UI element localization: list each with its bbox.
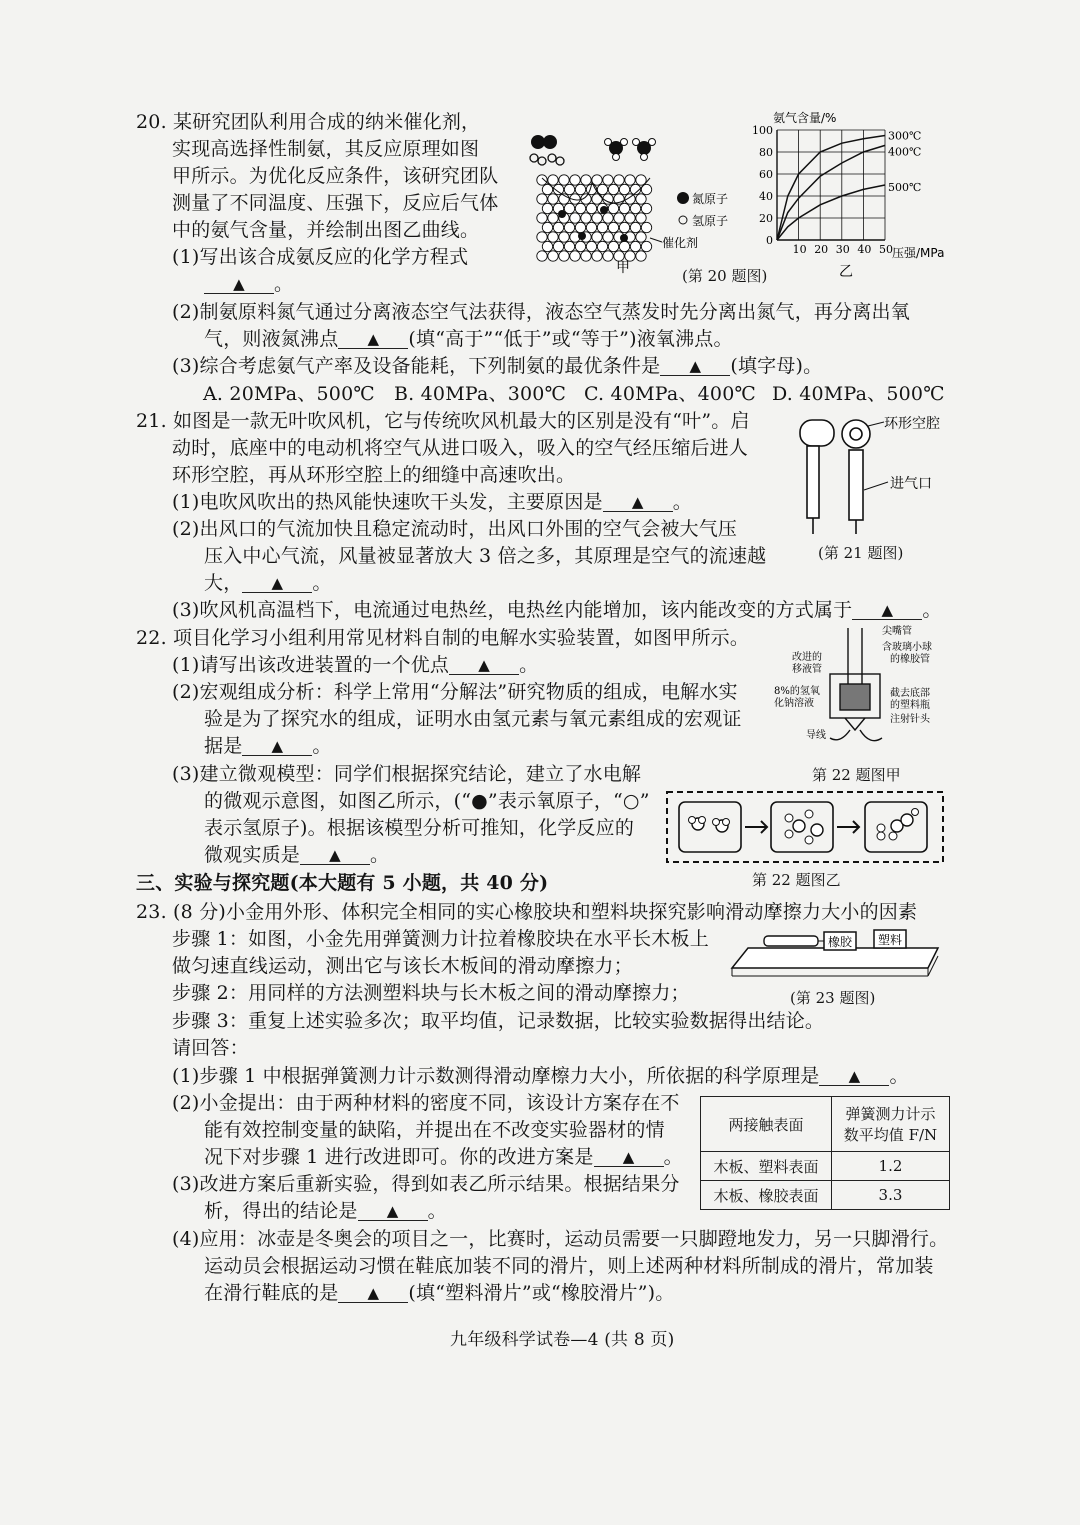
lattice-atom	[636, 194, 646, 204]
hydrogen-molecules	[530, 154, 564, 165]
lattice-atom	[542, 241, 552, 251]
table-cell: 木板、橡胶表面	[701, 1181, 832, 1210]
rubber-label: 橡胶	[828, 935, 853, 949]
q22-p3c: 表示氢原子)。根据该模型分析可推知，化学反应的	[204, 817, 635, 839]
q20-line-0: 20. 某研究团队利用合成的纳米催化剂，	[136, 111, 481, 133]
table-header-row	[701, 1097, 950, 1152]
label-inlet: 进气口	[890, 476, 932, 492]
q22-p3b: 的微观示意图，如图乙所示，(“●”表示氧原子，“○”	[204, 790, 650, 812]
lattice-atom	[542, 222, 552, 232]
label-wire: 导线	[806, 730, 826, 741]
q21-p3: (3)吹风机高温档下，电流通过电热丝，电热丝内能增加，该内能改变的方式属于▲ 。	[172, 597, 942, 623]
section-3-heading: 三、实验与探究题(本大题有 5 小题，共 40 分)	[136, 872, 549, 894]
hair-dryer-right	[842, 420, 870, 534]
electrolysis-apparatus	[830, 628, 882, 741]
answer-blank[interactable]	[819, 1065, 889, 1086]
q22-p1: (1)请写出该改进装置的一个优点▲ 。	[172, 652, 538, 678]
adsorbed-n-atom	[578, 232, 586, 240]
answer-blank[interactable]	[660, 355, 730, 376]
q20-figure-a	[520, 130, 740, 275]
q23-p3a: (3)改进方案后重新实验，得到如表乙所示结果。根据结果分	[172, 1173, 680, 1195]
fig-a-label: 甲	[616, 260, 630, 275]
ammonia-molecules	[605, 139, 656, 161]
catalyst-lattice	[537, 175, 652, 261]
legend-n-dot	[677, 192, 689, 204]
answer-blank[interactable]	[242, 572, 312, 593]
lattice-atom	[608, 184, 618, 194]
q23-p2c: 况下对步骤 1 进行改进即可。你的改进方案是▲ 。	[204, 1144, 683, 1170]
series-line-1	[777, 145, 885, 240]
lattice-atom	[619, 184, 629, 194]
lattice-atom	[592, 175, 602, 185]
answer-blank[interactable]	[300, 844, 370, 865]
q23-caption: (第 23 题图)	[790, 989, 876, 1007]
separated-atoms-box	[771, 802, 833, 852]
lattice-atom	[630, 241, 640, 251]
lattice-atom	[542, 203, 552, 213]
q23-p2a: (2)小金提出：由于两种材料的密度不同，该设计方案存在不	[172, 1092, 680, 1114]
lattice-atom	[548, 232, 558, 242]
q20-option-d: D. 40MPa、500℃	[772, 383, 945, 405]
q21-figure	[790, 410, 960, 540]
lattice-atom	[586, 241, 596, 251]
lattice-atom	[597, 184, 607, 194]
q21-caption: (第 21 题图)	[818, 544, 904, 562]
series-label-2: 500℃	[888, 181, 922, 194]
table-header-force: 弹簧测力计示 数平均值 F/N	[831, 1097, 949, 1152]
q22-figure-a	[770, 622, 960, 762]
q23-step3: 步骤 3：重复上述实验多次；取平均值，记录数据，比较实验数据得出结论。	[172, 1010, 825, 1032]
lattice-atom	[570, 251, 580, 261]
lattice-atom	[537, 213, 547, 223]
lattice-atom	[608, 203, 618, 213]
q23-p4c: 在滑行鞋底的是▲ (填“塑料滑片”或“橡胶滑片”)。	[204, 1280, 675, 1306]
table-header-surface: 两接触表面	[701, 1097, 832, 1152]
label-needle: 注射针头	[890, 714, 930, 725]
q20-caption: (第 20 题图)	[682, 267, 768, 285]
lattice-atom	[564, 184, 574, 194]
arrow-icon	[745, 821, 767, 833]
answer-blank[interactable]	[338, 1282, 408, 1303]
lattice-atom	[592, 251, 602, 261]
catalyst-label: 催化剂	[662, 236, 699, 250]
lattice-atom	[537, 232, 547, 242]
spring-scale	[764, 936, 824, 946]
long-board	[732, 948, 938, 968]
lattice-atom	[630, 222, 640, 232]
q21-p2a: (2)出风口的气流加快且稳定流动时，出风口外围的空气会被大气压	[172, 518, 738, 540]
y-tick-label: 40	[759, 190, 773, 203]
q23-p4b: 运动员会根据运动习惯在鞋底加装不同的滑片，则上述两种材料所制成的滑片，常加装	[204, 1255, 934, 1277]
lattice-atom	[553, 222, 563, 232]
answer-blank[interactable]	[449, 654, 519, 675]
y-origin-label: 0	[766, 234, 773, 247]
label-move1: 改进的	[792, 652, 822, 663]
y-tick-label: 80	[759, 146, 773, 159]
lattice-atom	[559, 232, 569, 242]
lattice-atom	[564, 203, 574, 213]
water-molecules-box	[679, 802, 741, 852]
page-footer: 九年级科学试卷—4 (共 8 页)	[450, 1330, 675, 1350]
lattice-atom	[537, 194, 547, 204]
q22-p3a: (3)建立微观模型：同学们根据探究结论，建立了水电解	[172, 763, 642, 785]
lattice-atom	[619, 222, 629, 232]
adsorbed-n-atom	[558, 210, 566, 218]
lattice-atom	[559, 251, 569, 261]
q20-p2a: (2)制氨原料氮气通过分离液态空气法获得，液态空气蒸发时先分离出氮气，再分离出氧	[172, 301, 910, 323]
q23-p2b: 能有效控制变量的缺陷，并提出在不改变实验器材的情	[204, 1119, 665, 1141]
q20-p2b: 气，则液氮沸点▲ (填“高于”“低于”或“等于”)液氧沸点。	[204, 326, 733, 352]
lattice-atom	[625, 213, 635, 223]
lattice-atom	[575, 241, 585, 251]
arrow-icon	[837, 821, 859, 833]
q21-p1: (1)电吹风吹出的热风能快速吹干头发，主要原因是▲ 。	[172, 489, 692, 515]
lattice-atom	[564, 241, 574, 251]
lattice-atom	[641, 222, 651, 232]
lattice-atom	[559, 175, 569, 185]
q22-caption-a: 第 22 题图甲	[812, 766, 901, 784]
lattice-atom	[575, 203, 585, 213]
lattice-atom	[614, 213, 624, 223]
chart-ylabel: 氨气含量/%	[773, 111, 837, 125]
nitrogen-molecule	[531, 135, 557, 149]
q22-p2a: (2)宏观组成分析：科学上常用“分解法”研究物质的组成，电解水实	[172, 681, 738, 703]
lattice-atom	[575, 184, 585, 194]
lattice-atom	[581, 213, 591, 223]
lattice-atom	[553, 241, 563, 251]
lattice-atom	[548, 251, 558, 261]
lattice-atom	[641, 241, 651, 251]
answer-blank[interactable]	[852, 599, 922, 620]
product-molecules-box	[865, 802, 927, 852]
lattice-atom	[608, 241, 618, 251]
answer-blank[interactable]	[338, 328, 408, 349]
q23-step1a: 步骤 1：如图，小金先用弹簧测力计拉着橡胶块在水平长木板上	[172, 928, 709, 950]
lattice-atom	[581, 175, 591, 185]
q22-p3d: 微观实质是▲ 。	[204, 842, 389, 868]
series-line-2	[777, 185, 885, 240]
plastic-label: 塑料	[878, 933, 903, 947]
q23-p3b: 析，得出的结论是▲ 。	[204, 1198, 447, 1224]
q20-option-a: A. 20MPa、500℃	[203, 383, 375, 405]
chart-xlabel: 压强/MPa	[892, 246, 945, 260]
q20-chart	[745, 110, 960, 280]
q21-line-1: 动时，底座中的电动机将空气从进口吸入，吸入的空气经压缩后进人	[172, 437, 749, 459]
lattice-atom	[548, 194, 558, 204]
lattice-atom	[614, 175, 624, 185]
lattice-atom	[603, 251, 613, 261]
lattice-atom	[636, 251, 646, 261]
catalyst-pointer	[650, 238, 662, 242]
legend-n-label: 氮原子	[692, 192, 729, 206]
answer-blank[interactable]	[242, 735, 312, 756]
q20-line-1: 实现高选择性制氨，其反应原理如图	[172, 138, 480, 160]
lattice-atom	[636, 213, 646, 223]
lattice-atom	[619, 203, 629, 213]
lattice-atom	[537, 175, 547, 185]
lattice-atom	[586, 203, 596, 213]
cavity-pointer	[868, 422, 884, 426]
lattice-atom	[619, 241, 629, 251]
q22-caption-b: 第 22 题图乙	[752, 871, 841, 889]
q21-p2b: 压入中心气流，风量被显著放大 3 倍之多，其原理是空气的流速越	[204, 545, 767, 567]
lattice-atom	[537, 251, 547, 261]
adsorbed-n-atom	[620, 234, 628, 242]
label-sol1: 8%的氢氧	[774, 686, 820, 697]
q22-line-0: 22. 项目化学习小组利用常见材料自制的电解水实验装置，如图甲所示。	[136, 627, 750, 649]
q23-step1b: 做匀速直线运动，测出它与该长木板间的滑动摩擦力；	[172, 955, 633, 977]
q20-option-b: B. 40MPa、300℃	[394, 383, 567, 405]
q21-p2c: 大，▲ 。	[204, 570, 332, 596]
legend-h-dot	[679, 216, 687, 224]
q20-p3: (3)综合考虑氨气产率及设备能耗，下列制氨的最优条件是▲ (填字母)。	[172, 353, 822, 379]
lattice-atom	[581, 251, 591, 261]
lattice-atom	[570, 213, 580, 223]
q22-p2b: 验是为了探究水的组成，证明水由氢元素与氧元素组成的宏观证	[204, 708, 742, 730]
lattice-atom	[570, 175, 580, 185]
q20-option-c: C. 40MPa、400℃	[584, 383, 756, 405]
lattice-atom	[597, 241, 607, 251]
series-label-0: 300℃	[888, 129, 922, 143]
q20-line-3: 测量了不同温度、压强下，反应后气体	[172, 192, 499, 214]
table-row	[701, 1181, 950, 1210]
lattice-atom	[603, 175, 613, 185]
lattice-atom	[608, 222, 618, 232]
label-tip: 尖嘴管	[882, 626, 912, 637]
q21-line-0: 21. 如图是一款无叶吹风机，它与传统吹风机最大的区别是没有“叶”。启	[136, 410, 750, 432]
answer-blank[interactable]	[603, 491, 673, 512]
lattice-atom	[592, 213, 602, 223]
label-sol2: 化钠溶液	[774, 698, 814, 709]
label-tube2: 的橡胶管	[890, 654, 930, 665]
answer-blank[interactable]	[358, 1200, 428, 1221]
adsorbed-n-atom	[600, 206, 608, 214]
q23-ask: 请回答：	[172, 1037, 249, 1059]
q23-step2: 步骤 2：用同样的方法测塑料块与长木板之间的滑动摩擦力；	[172, 982, 690, 1004]
series-label-1: 400℃	[888, 145, 922, 159]
lattice-atom	[625, 175, 635, 185]
answer-blank[interactable]	[204, 273, 274, 294]
table-row	[701, 1152, 950, 1181]
y-tick-label: 100	[752, 124, 773, 137]
lattice-atom	[597, 222, 607, 232]
q20-p1-answer: ▲。	[204, 271, 293, 297]
label-bottle1: 截去底部	[890, 688, 930, 699]
table-cell: 木板、塑料表面	[701, 1152, 832, 1181]
q21-line-2: 环形空腔，再从环形空腔上的细缝中高速吹出。	[172, 464, 576, 486]
x-tick-label: 10	[792, 243, 807, 256]
table-cell: 3.3	[831, 1181, 949, 1210]
chart-ticks	[752, 124, 893, 256]
x-tick-label: 20	[814, 243, 829, 256]
q20-line-5: (1)写出该合成氨反应的化学方程式	[172, 246, 469, 268]
lattice-atom	[548, 175, 558, 185]
label-tube: 含玻璃小球	[882, 642, 932, 653]
lattice-atom	[630, 203, 640, 213]
q23-line-0: 23. (8 分)小金用外形、体积完全相同的实心橡胶块和塑料块探究影响滑动摩擦力大小的因素	[136, 901, 918, 923]
hair-dryer-left	[800, 420, 834, 534]
q20-line-4: 中的氨气含量，并绘制出图乙曲线。	[172, 219, 480, 241]
legend-h-label: 氢原子	[692, 214, 729, 228]
fig-b-label: 乙	[839, 264, 853, 280]
q22-figure-b	[665, 790, 945, 864]
q20-line-2: 甲所示。为优化反应条件，该研究团队	[172, 165, 499, 187]
lattice-atom	[592, 194, 602, 204]
lattice-atom	[603, 232, 613, 242]
lattice-atom	[603, 213, 613, 223]
x-tick-label: 50	[879, 243, 893, 256]
x-tick-label: 30	[835, 243, 850, 256]
answer-blank[interactable]	[594, 1146, 664, 1167]
y-tick-label: 60	[759, 168, 773, 181]
lattice-atom	[636, 232, 646, 242]
x-tick-label: 40	[857, 243, 872, 256]
lattice-atom	[592, 232, 602, 242]
y-tick-label: 20	[759, 212, 773, 225]
lattice-atom	[564, 222, 574, 232]
table-cell: 1.2	[831, 1152, 949, 1181]
inlet-pointer	[864, 482, 888, 490]
q23-results-table	[700, 1096, 950, 1210]
lattice-atom	[586, 222, 596, 232]
lattice-atom	[548, 213, 558, 223]
q23-p1: (1)步骤 1 中根据弹簧测力计示数测得滑动摩檫力大小，所依据的科学原理是▲ 。	[172, 1063, 909, 1089]
lattice-atom	[641, 203, 651, 213]
label-move2: 移液管	[792, 664, 822, 675]
q23-figure	[728, 922, 950, 986]
label-bottle2: 的塑料瓶	[890, 700, 930, 711]
label-cavity: 环形空腔	[884, 416, 940, 432]
q23-p4a: (4)应用：冰壶是冬奥会的项目之一，比赛时，运动员需要一只脚蹬地发力，另一只脚滑行。	[172, 1228, 949, 1250]
q22-p2c: 据是▲ 。	[204, 733, 332, 759]
lattice-atom	[575, 222, 585, 232]
